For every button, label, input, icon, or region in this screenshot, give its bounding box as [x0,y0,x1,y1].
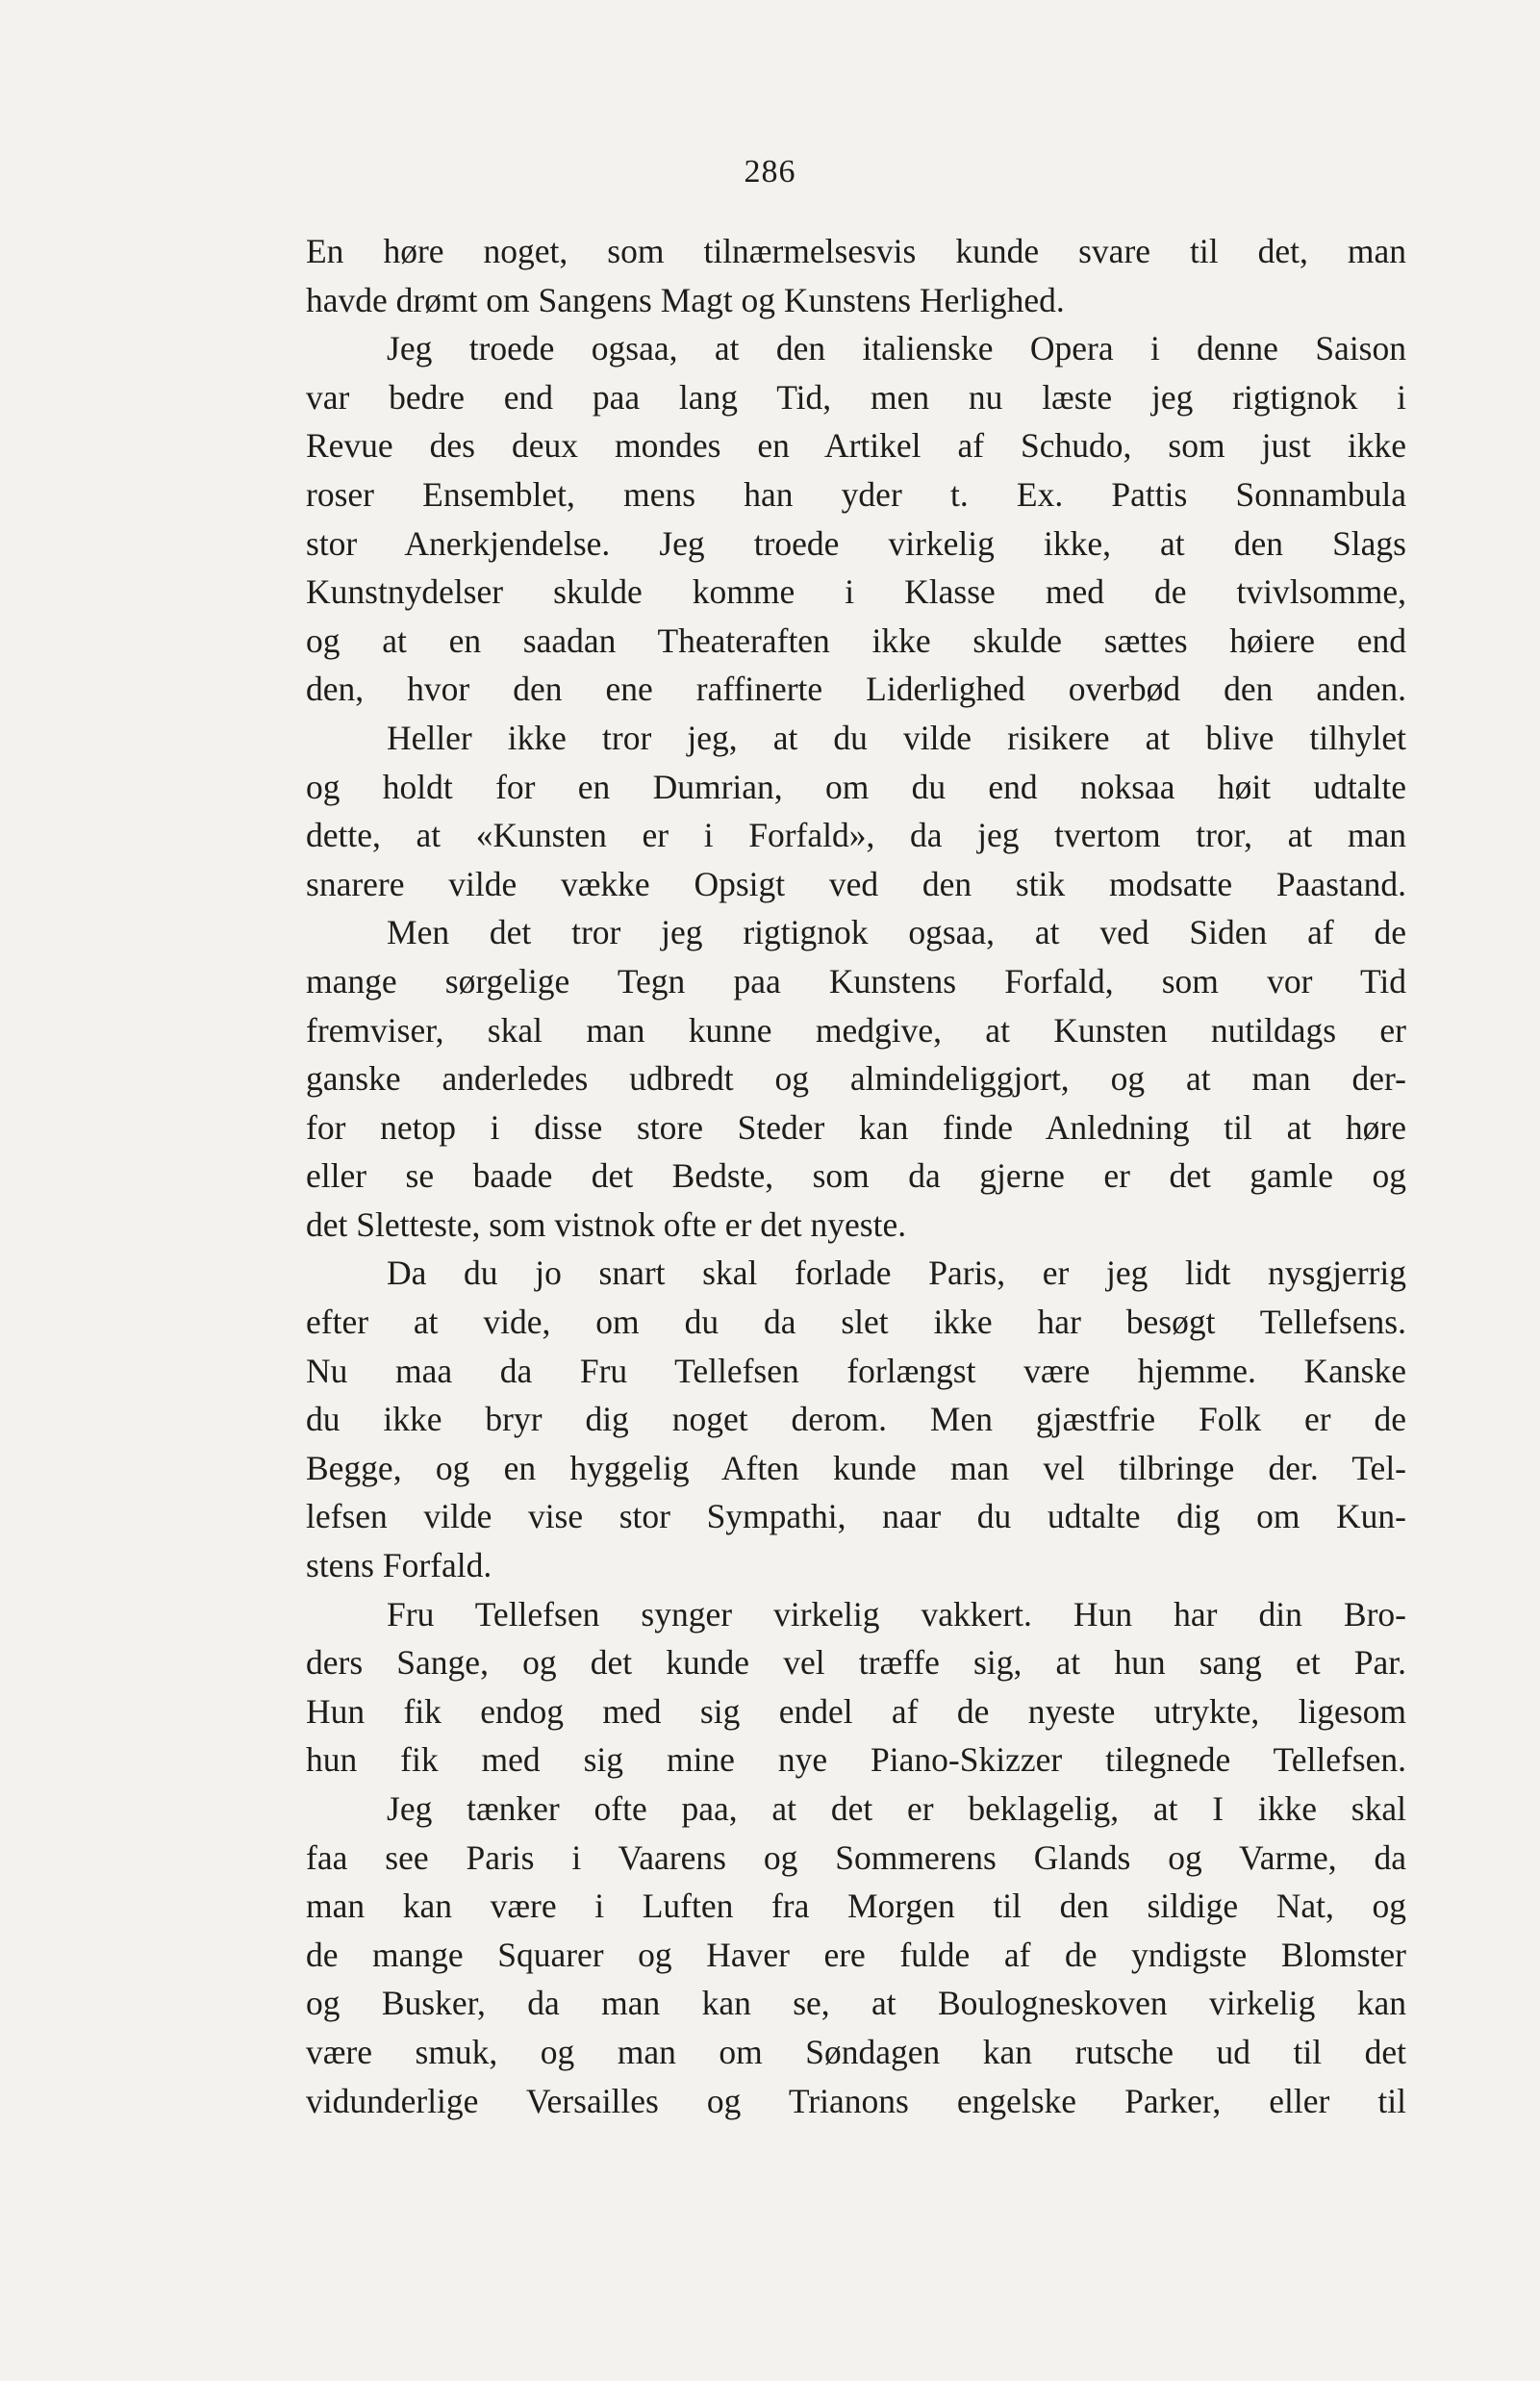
text-line: ganske anderledes udbredt og almindeliggjort, og at man der- [306,1059,1406,1099]
text-line: Da du jo snart skal forlade Paris, er jeg lidt nysgjerrig [387,1254,1406,1293]
text-line: efter at vide, om du da slet ikke har besøgt Tellefsens. [306,1303,1406,1342]
text-line: Fru Tellefsen synger virkelig vakkert. Hun har din Bro- [387,1594,1406,1634]
text-line: Kunstnydelser skulde komme i Klasse med de tvivlsomme, [306,572,1406,612]
text-line: man kan være i Luften fra Morgen til den sildige Nat, og [306,1887,1406,1926]
text-line: mange sørgelige Tegn paa Kunstens Forfald, som vor Tid [306,961,1406,1001]
text-line: hun fik med sig mine nye Piano-Skizzer tilegnede Tellefsen. [306,1740,1406,1780]
text-line: havde drømt om Sangens Magt og Kunstens Herlighed. [306,280,1065,319]
text-line: Jeg tænker ofte paa, at det er beklagelig, at I ikke skal [387,1789,1406,1828]
text-line: snarere vilde vække Opsigt ved den stik modsatte Paastand. [306,864,1406,903]
text-line: du ikke bryr dig noget derom. Men gjæstfrie Folk er de [306,1400,1406,1439]
text-line: faa see Paris i Vaarens og Sommerens Glands og Varme, da [306,1837,1406,1877]
text-line: lefsen vilde vise stor Sympathi, naar du udtalte dig om Kun- [306,1497,1406,1536]
text-line: den, hvor den ene raffinerte Liderlighed overbød den anden. [306,670,1406,709]
text-line: Hun fik endog med sig endel af de nyeste utrykte, ligesom [306,1691,1406,1731]
page-number: 286 [744,154,796,190]
text-line: stor Anerkjendelse. Jeg troede virkelig ikke, at den Slags [306,523,1406,563]
text-line: ders Sange, og det kunde vel træffe sig, at hun sang et Par. [306,1643,1406,1683]
text-line: Men det tror jeg rigtignok ogsaa, at ved Siden af de [387,913,1406,952]
text-line: de mange Squarer og Haver ere fulde af de yndigste Blomster [306,1935,1406,1974]
text-line: det Sletteste, som vistnok ofte er det nyeste. [306,1204,907,1244]
text-line: fremviser, skal man kunne medgive, at Kunsten nutildags er [306,1010,1406,1050]
text-line: stens Forfald. [306,1546,492,1585]
text-line: Revue des deux mondes en Artikel af Schudo, som just ikke [306,426,1406,466]
text-line: dette, at «Kunsten er i Forfald», da jeg tvertom tror, at man [306,816,1406,855]
text-line: eller se baade det Bedste, som da gjerne er det gamle og [306,1156,1406,1196]
body-text [306,227,1406,2125]
text-line: roser Ensemblet, mens han yder t. Ex. Pattis Sonnambula [306,474,1406,514]
text-line: var bedre end paa lang Tid, men nu læste jeg rigtignok i [306,377,1406,417]
text-line: Heller ikke tror jeg, at du vilde risikere at blive tilhylet [387,718,1406,757]
text-line: for netop i disse store Steder kan finde Anledning til at høre [306,1107,1406,1147]
text-line: Nu maa da Fru Tellefsen forlængst være hjemme. Kanske [306,1351,1406,1390]
text-line: Begge, og en hyggelig Aften kunde man vel tilbringe der. Tel- [306,1448,1406,1487]
text-line: og at en saadan Theateraften ikke skulde sættes høiere end [306,621,1406,660]
text-line: En høre noget, som tilnærmelsesvis kunde svare til det, man [306,232,1406,270]
text-line: og Busker, da man kan se, at Boulogneskoven virkelig kan [306,1984,1406,2023]
text-line: og holdt for en Dumrian, om du end noksaa høit udtalte [306,767,1406,806]
text-line: være smuk, og man om Søndagen kan rutsche ud til det [306,2032,1406,2071]
text-line: vidunderlige Versailles og Trianons engelske Parker, eller til [306,2081,1406,2120]
text-line: Jeg troede ogsaa, at den italienske Opera i denne Saison [387,329,1406,368]
